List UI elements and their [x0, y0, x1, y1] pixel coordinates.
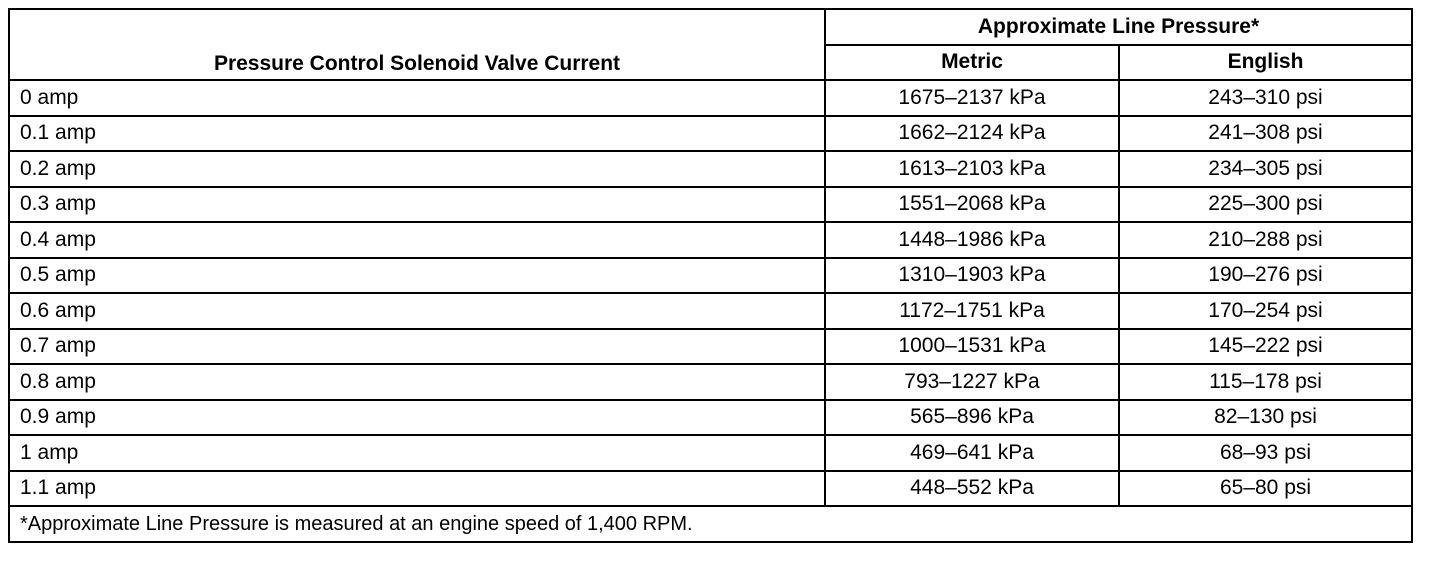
current-cell: 0.8 amp — [9, 364, 825, 400]
table-row — [9, 293, 1412, 329]
metric-cell: 1613–2103 kPa — [825, 151, 1119, 187]
table-row — [9, 258, 1412, 294]
metric-cell: 565–896 kPa — [825, 400, 1119, 436]
english-cell: 170–254 psi — [1119, 293, 1412, 329]
current-cell: 1.1 amp — [9, 471, 825, 507]
metric-cell: 448–552 kPa — [825, 471, 1119, 507]
table-row — [9, 471, 1412, 507]
table-row — [9, 400, 1412, 436]
table-row — [9, 116, 1412, 152]
table-row — [9, 435, 1412, 471]
metric-cell: 1551–2068 kPa — [825, 187, 1119, 223]
english-cell: 210–288 psi — [1119, 222, 1412, 258]
footnote-row — [9, 506, 1412, 542]
current-cell: 0.4 amp — [9, 222, 825, 258]
header-row-group — [9, 9, 1412, 45]
metric-cell: 1172–1751 kPa — [825, 293, 1119, 329]
english-cell: 115–178 psi — [1119, 364, 1412, 400]
current-cell: 0.3 amp — [9, 187, 825, 223]
current-cell: 0.6 amp — [9, 293, 825, 329]
current-cell: 0.1 amp — [9, 116, 825, 152]
current-cell: 0.9 amp — [9, 400, 825, 436]
metric-cell: 1448–1986 kPa — [825, 222, 1119, 258]
table-header — [9, 9, 1412, 80]
english-cell: 68–93 psi — [1119, 435, 1412, 471]
english-cell: 145–222 psi — [1119, 329, 1412, 365]
english-cell: 241–308 psi — [1119, 116, 1412, 152]
english-cell: 190–276 psi — [1119, 258, 1412, 294]
metric-column-header: Metric — [825, 45, 1119, 81]
table-row — [9, 80, 1412, 116]
table-row — [9, 151, 1412, 187]
metric-cell: 469–641 kPa — [825, 435, 1119, 471]
table-row — [9, 187, 1412, 223]
english-cell: 65–80 psi — [1119, 471, 1412, 507]
metric-cell: 1000–1531 kPa — [825, 329, 1119, 365]
english-cell: 225–300 psi — [1119, 187, 1412, 223]
metric-cell: 1675–2137 kPa — [825, 80, 1119, 116]
english-cell: 82–130 psi — [1119, 400, 1412, 436]
table-row — [9, 329, 1412, 365]
current-cell: 0.5 amp — [9, 258, 825, 294]
current-cell: 1 amp — [9, 435, 825, 471]
table-body — [9, 80, 1412, 506]
english-cell: 234–305 psi — [1119, 151, 1412, 187]
current-column-header: Pressure Control Solenoid Valve Current — [9, 9, 825, 80]
current-cell: 0.2 amp — [9, 151, 825, 187]
metric-cell: 1310–1903 kPa — [825, 258, 1119, 294]
table-row — [9, 364, 1412, 400]
table-row — [9, 222, 1412, 258]
english-column-header: English — [1119, 45, 1412, 81]
line-pressure-table — [8, 8, 1413, 543]
footnote: *Approximate Line Pressure is measured at an engine speed of 1,400 RPM. — [9, 506, 1412, 542]
metric-cell: 793–1227 kPa — [825, 364, 1119, 400]
metric-cell: 1662–2124 kPa — [825, 116, 1119, 152]
english-cell: 243–310 psi — [1119, 80, 1412, 116]
current-cell: 0 amp — [9, 80, 825, 116]
current-cell: 0.7 amp — [9, 329, 825, 365]
line-pressure-group-header: Approximate Line Pressure* — [825, 9, 1412, 45]
table-footer — [9, 506, 1412, 542]
